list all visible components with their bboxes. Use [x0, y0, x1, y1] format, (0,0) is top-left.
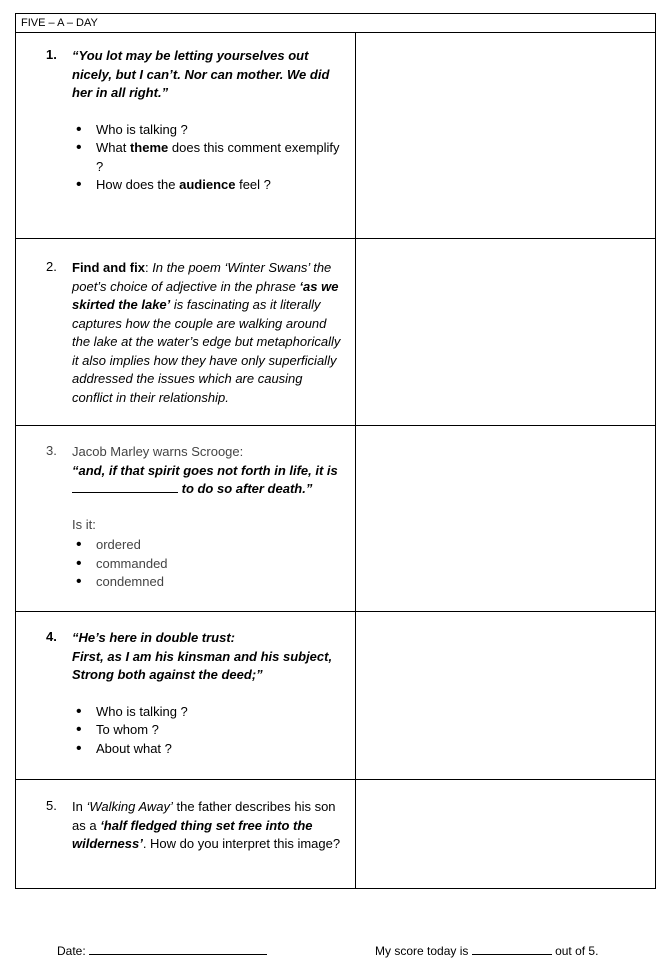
date-field — [57, 942, 267, 958]
bullet-item: • Who is talking ? — [72, 121, 343, 140]
worksheet-title: FIVE – A – DAY — [16, 14, 655, 33]
question-bullets — [72, 703, 343, 759]
question-quote: “He’s here in double trust: First, as I am his kinsman and his subject, Strong both against the deed;” — [72, 630, 333, 682]
answer-cell-1[interactable] — [356, 33, 655, 238]
answer-cell-2[interactable] — [356, 239, 655, 425]
bullet-item: • To whom ? — [72, 721, 343, 740]
worksheet-table — [15, 13, 656, 889]
option-item: • ordered — [72, 536, 343, 555]
bullet-item: • About what ? — [72, 740, 343, 759]
answer-cell-3[interactable] — [356, 426, 655, 611]
question-text: In ‘Walking Away’ the father describes his son as a ‘half fledged thing set free into the wilderness’. How do you interpret this image? — [72, 799, 341, 851]
fill-in-blank[interactable] — [72, 481, 178, 493]
question-row-5 — [16, 780, 655, 888]
question-row-3 — [16, 426, 655, 612]
score-line[interactable] — [472, 942, 552, 955]
date-line[interactable] — [89, 942, 267, 955]
question-number: 4. — [46, 629, 57, 644]
score-field — [375, 942, 598, 958]
answer-cell-4[interactable] — [356, 612, 655, 779]
question-row-1 — [16, 33, 655, 239]
date-label: Date: — [57, 944, 86, 958]
question-cell-1 — [16, 33, 356, 238]
question-number: 5. — [46, 798, 57, 813]
question-row-4 — [16, 612, 655, 780]
question-cell-5 — [16, 780, 356, 888]
question-number: 1. — [46, 47, 57, 62]
question-cell-2 — [16, 239, 356, 425]
question-text: Jacob Marley warns Scrooge: “and, if that spirit goes not forth in life, it is to do so after death.” Is it: — [72, 444, 338, 532]
question-bullets — [72, 121, 343, 195]
score-label: My score today is — [375, 944, 469, 958]
bullet-item: • What theme does this comment exemplify ? — [72, 139, 343, 176]
question-quote: “You lot may be letting yourselves out nicely, but I can’t. Nor can mother. We did her in all right.” — [72, 48, 330, 100]
question-cell-4 — [16, 612, 356, 779]
question-number: 2. — [46, 259, 57, 274]
option-list — [72, 536, 343, 592]
question-row-2 — [16, 239, 655, 426]
bullet-item: • How does the audience feel ? — [72, 176, 343, 195]
score-out-of: out of 5. — [555, 944, 599, 958]
option-item: • commanded — [72, 555, 343, 574]
question-cell-3 — [16, 426, 356, 611]
question-number: 3. — [46, 443, 57, 458]
answer-cell-5[interactable] — [356, 780, 655, 888]
question-text: Find and fix: In the poem ‘Winter Swans’ the poet’s choice of adjective in the phrase ‘as we skirted the lake’ is fascinating as it literally captures how the couple are walking around the lake at the water’s edge but metaphorically it also implies how they have only superficially addressed the issues which are causing conflict in their relationship. — [72, 260, 341, 405]
option-item: • condemned — [72, 573, 343, 592]
bullet-item: • Who is talking ? — [72, 703, 343, 722]
